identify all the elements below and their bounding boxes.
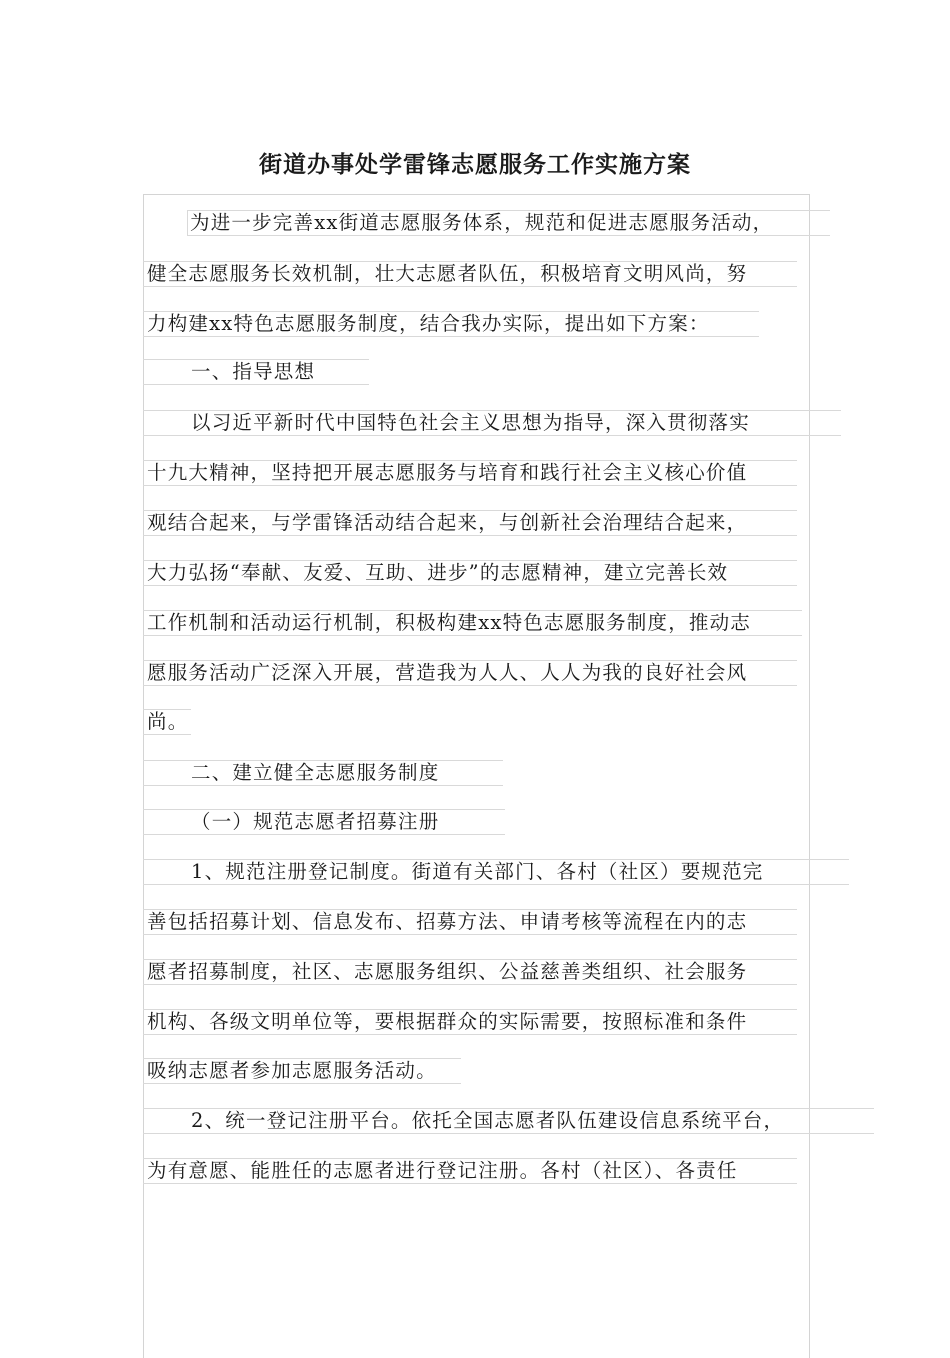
body-line: 善包括招募计划、信息发布、招募方法、申请考核等流程在内的志	[143, 909, 797, 935]
body-line: 1、规范注册登记制度。街道有关部门、各村（社区）要规范完	[143, 859, 849, 885]
body-line: 愿者招募制度，社区、志愿服务组织、公益慈善类组织、社会服务	[143, 959, 797, 985]
body-line: 2、统一登记注册平台。依托全国志愿者队伍建设信息系统平台，	[143, 1108, 874, 1134]
body-line: 吸纳志愿者参加志愿服务活动。	[143, 1058, 461, 1084]
body-line: 十九大精神，坚持把开展志愿服务与培育和践行社会主义核心价值	[143, 460, 797, 486]
document-title: 街道办事处学雷锋志愿服务工作实施方案	[259, 151, 691, 178]
body-line: 机构、各级文明单位等，要根据群众的实际需要，按照标准和条件	[143, 1009, 797, 1035]
section-heading: 二、建立健全志愿服务制度	[143, 760, 503, 786]
body-line: 力构建xx特色志愿服务制度，结合我办实际，提出如下方案：	[143, 311, 759, 337]
body-line: 观结合起来，与学雷锋活动结合起来，与创新社会治理结合起来，	[143, 510, 797, 536]
body-line: 以习近平新时代中国特色社会主义思想为指导，深入贯彻落实	[143, 410, 841, 436]
section-heading: 一、指导思想	[143, 359, 369, 385]
body-line: 健全志愿服务长效机制，壮大志愿者队伍，积极培育文明风尚，努	[143, 261, 797, 287]
body-line: 尚。	[143, 709, 191, 735]
subsection-heading: （一）规范志愿者招募注册	[143, 809, 505, 835]
body-line: 愿服务活动广泛深入开展，营造我为人人、人人为我的良好社会风	[143, 660, 797, 686]
body-line: 大力弘扬“奉献、友爱、互助、进步”的志愿精神，建立完善长效	[143, 560, 797, 586]
body-line: 为有意愿、能胜任的志愿者进行登记注册。各村（社区）、各责任	[143, 1158, 797, 1184]
body-line: 为进一步完善xx街道志愿服务体系，规范和促进志愿服务活动，	[187, 210, 830, 236]
body-line: 工作机制和活动运行机制，积极构建xx特色志愿服务制度，推动志	[143, 610, 802, 636]
